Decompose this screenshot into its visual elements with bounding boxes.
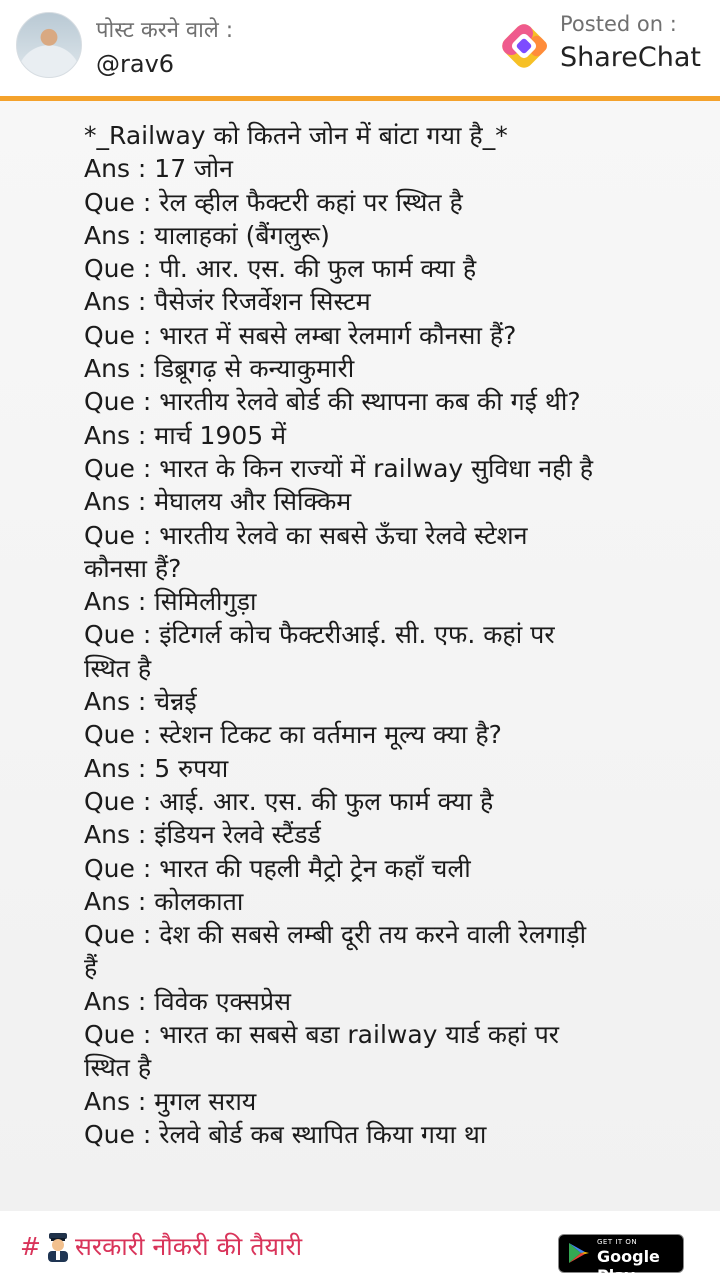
poster-label: पोस्ट करने वाले : — [96, 18, 234, 43]
post-line: Ans : मार्च 1905 में — [84, 420, 287, 450]
sharechat-logo-icon — [500, 22, 548, 70]
post-line: Ans : कोलकाता — [84, 886, 244, 916]
post-line: Que : भारतीय रेलवे का सबसे ऊँचा रेलवे स्टेशन कौनसा हैं? — [84, 520, 528, 583]
google-play-icon — [567, 1241, 591, 1265]
play-big-text: Google Play — [597, 1247, 660, 1285]
post-line: Ans : पैसेजंर रिजर्वेशन सिस्टम — [84, 287, 371, 317]
post-line: Ans : मेघालय और सिक्किम — [84, 487, 352, 517]
post-line: Ans : मुगल सराय — [84, 1086, 257, 1116]
poster-handle[interactable]: @rav6 — [96, 50, 175, 78]
post-line: Ans : सिमिलीगुड़ा — [84, 587, 257, 617]
avatar[interactable] — [16, 12, 82, 78]
post-line: Ans : विवेक एक्सप्रेस — [84, 986, 292, 1016]
post-line: Que : आई. आर. एस. की फुल फार्म क्या है — [84, 786, 494, 816]
post-line: Que : रेल व्हील फैक्टरी कहां पर स्थित है — [84, 187, 463, 217]
post-line: Que : भारतीय रेलवे बोर्ड की स्थापना कब की गई थी? — [84, 387, 581, 417]
post-line: Ans : 17 जोन — [84, 154, 233, 184]
hash-symbol: # — [20, 1231, 41, 1261]
post-line: Que : इंटिगर्ल कोच फैक्टरीआई. सी. एफ. कहां पर स्थित है — [84, 620, 555, 683]
post-line: Ans : चेन्नई — [84, 687, 197, 717]
post-line: Ans : 5 रुपया — [84, 753, 229, 783]
play-small-text: GET IT ON — [597, 1238, 638, 1246]
posted-label: Posted on : — [560, 12, 677, 36]
post-line: Ans : डिब्रूगढ़ से कन्याकुमारी — [84, 354, 355, 384]
post-line: Ans : यालाहकां (बैंगलुरू) — [84, 220, 330, 250]
officer-emoji-icon — [45, 1230, 71, 1262]
post-line: Que : भारत का सबसे बडा railway यार्ड कहां पर स्थित है — [84, 1020, 560, 1083]
posted-brand: ShareChat — [560, 42, 702, 73]
post-text — [84, 119, 594, 1151]
post-line: *_Railway को कितने जोन में बांटा गया है_* — [84, 121, 508, 150]
post-line: Que : देश की सबसे लम्बी दूरी तय करने वाली रेलगाड़ी हैं — [84, 920, 587, 983]
post-line: Ans : इंडियन रेलवे स्टैंडर्ड — [84, 820, 321, 850]
hashtag-text: सरकारी नौकरी की तैयारी — [74, 1232, 303, 1261]
post-content — [0, 101, 720, 1211]
post-footer — [0, 1211, 720, 1285]
post-line: Que : भारत की पहली मैट्रो ट्रेन कहाँ चली — [84, 853, 471, 883]
google-play-badge[interactable] — [558, 1234, 684, 1285]
post-header — [0, 0, 720, 96]
post-line: Que : पी. आर. एस. की फुल फार्म क्या है — [84, 254, 477, 284]
post-line: Que : भारत में सबसे लम्बा रेलमार्ग कौनसा हैं? — [84, 320, 517, 350]
post-line: Que : स्टेशन टिकट का वर्तमान मूल्य क्या है? — [84, 720, 502, 750]
post-line: Que : रेलवे बोर्ड कब स्थापित किया गया था — [84, 1119, 487, 1149]
hashtag-link[interactable] — [20, 1229, 302, 1263]
post-line: Que : भारत के किन राज्यों में railway सुविधा नही है — [84, 453, 594, 483]
